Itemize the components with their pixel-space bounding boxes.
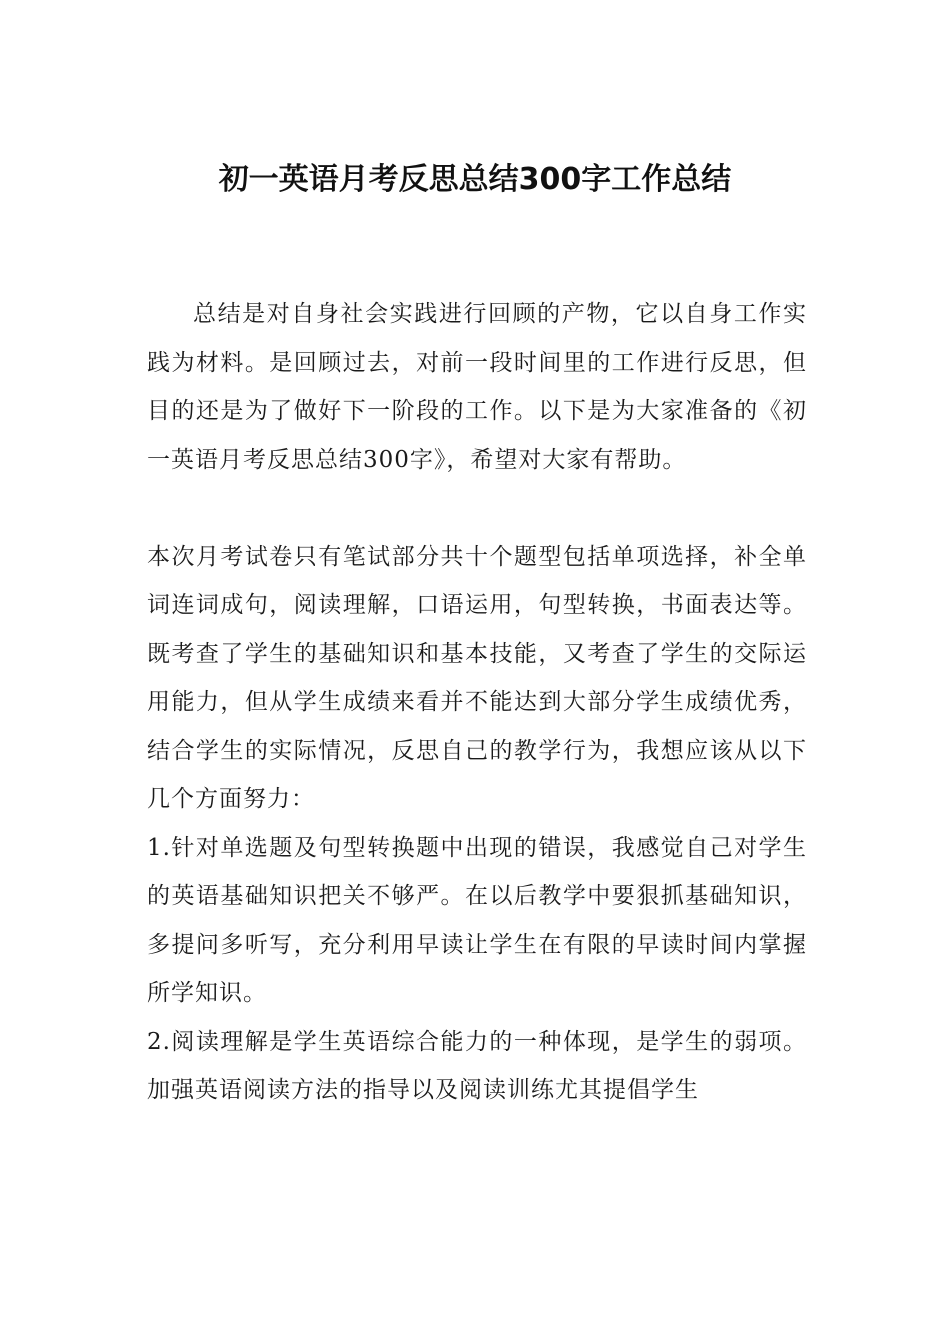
intro-paragraph: 总结是对自身社会实践进行回顾的产物，它以自身工作实践为材料。是回顾过去，对前一段时间里的工作进行反思，但目的还是为了做好下一阶段的工作。以下是为大家准备的《初一英语月考反思总结300字》，希望对大家有帮助。 [147, 301, 807, 473]
list-item-1: 1.针对单选题及句型转换题中出现的错误，我感觉自己对学生的英语基础知识把关不够严。在以后教学中要狠抓基础知识，多提问多听写，充分利用早读让学生在有限的早读时间内掌握所学知识。 [147, 834, 807, 1006]
document-body [147, 290, 807, 1115]
document-title: 初一英语月考反思总结300字工作总结 [218, 162, 732, 197]
body-paragraph: 本次月考试卷只有笔试部分共十个题型包括单项选择，补全单词连词成句，阅读理解，口语运用，句型转换，书面表达等。既考查了学生的基础知识和基本技能，又考查了学生的交际运用能力，但从学生成绩来看并不能达到大部分学生成绩优秀，结合学生的实际情况，反思自己的教学行为，我想应该从以下几个方面努力： [147, 543, 807, 812]
paragraph-spacer [147, 484, 807, 533]
list-item-2: 2.阅读理解是学生英语综合能力的一种体现，是学生的弱项。加强英语阅读方法的指导以及阅读训练尤其提倡学生 [147, 1028, 807, 1103]
